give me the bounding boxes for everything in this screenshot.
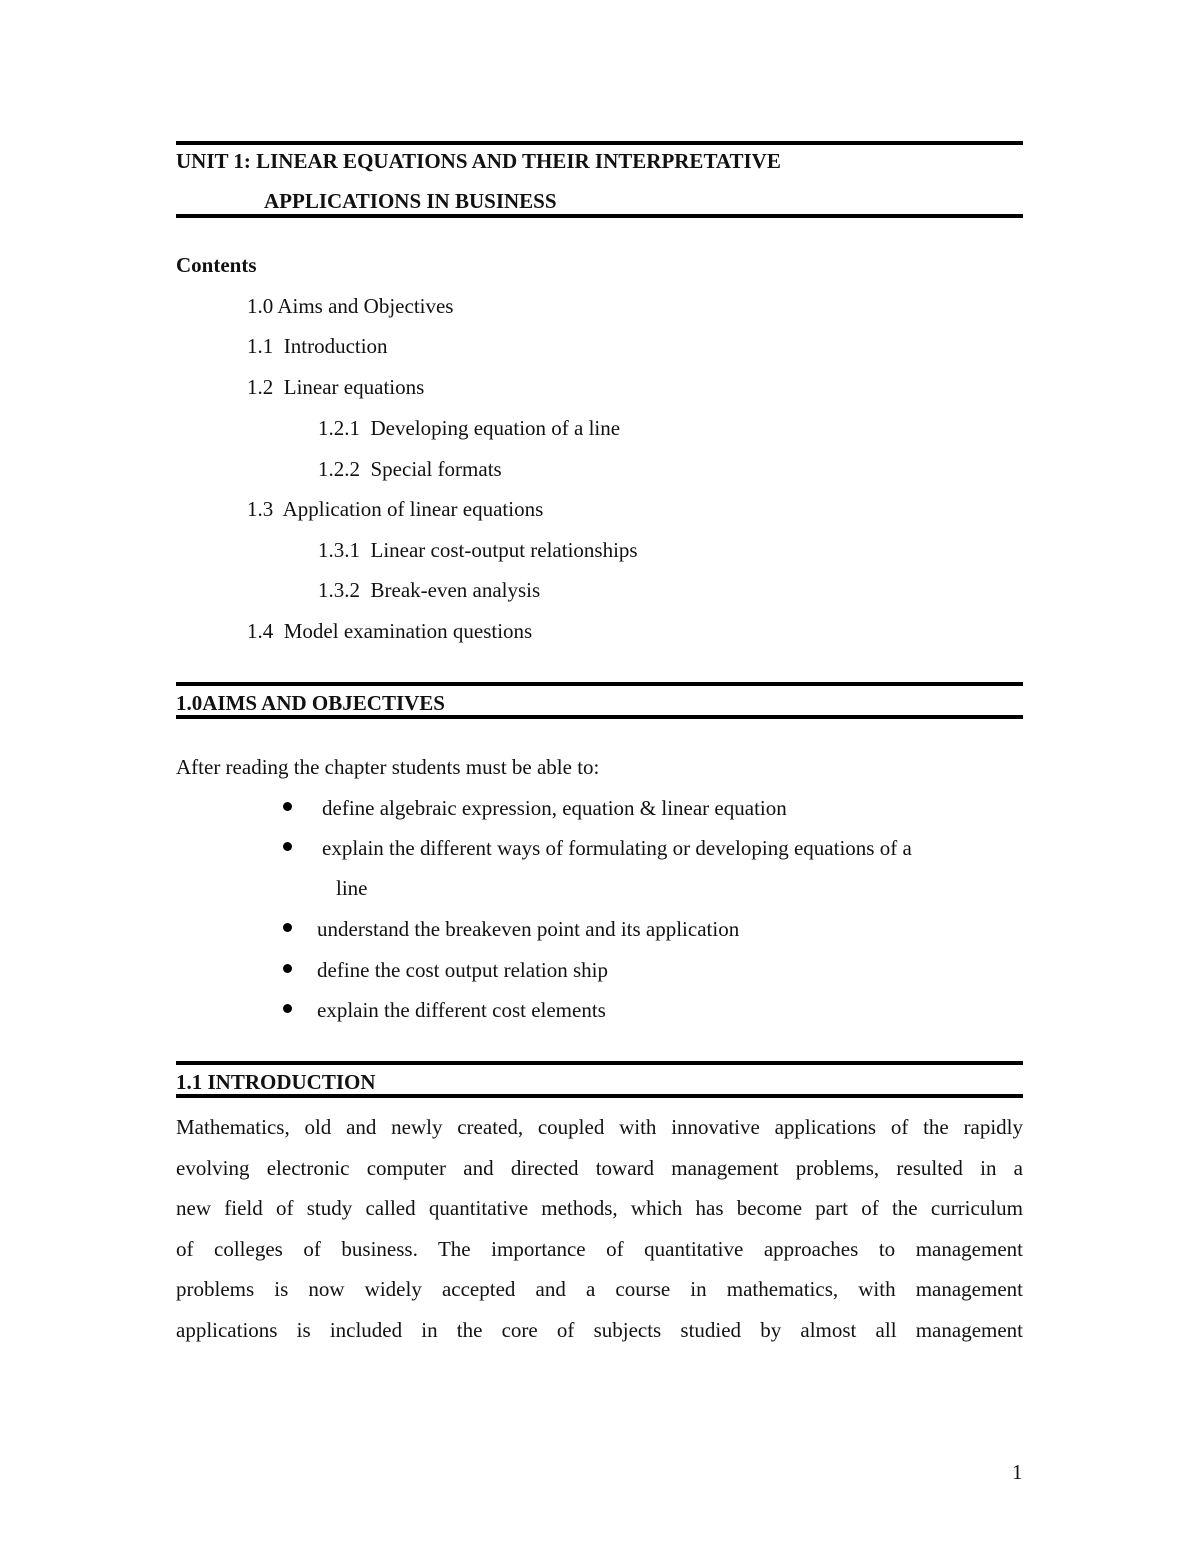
contents-item-1-4 <box>247 617 532 645</box>
intro-rule-bottom <box>176 1094 1023 1098</box>
heading-rule-bottom <box>176 214 1023 218</box>
unit-title-line-2: APPLICATIONS IN BUSINESS <box>264 189 557 213</box>
contents-label: Model examination questions <box>283 619 533 643</box>
intro-line: problems is now widely accepted and a course in mathematics, with management <box>176 1277 1023 1302</box>
contents-label: Special formats <box>370 457 502 481</box>
intro-line: applications is included in the core of subjects studied by almost all management <box>176 1317 1023 1342</box>
intro-heading: 1.1 INTRODUCTION <box>176 1070 376 1094</box>
contents-number: 1.2 <box>247 375 274 399</box>
intro-line: of colleges of business. The importance of quantitative approaches to management <box>176 1236 1023 1261</box>
contents-number: 1.0 <box>247 294 274 318</box>
heading-rule-top <box>176 141 1023 145</box>
intro-paragraph <box>176 1107 1023 1351</box>
contents-label: Linear cost-output relationships <box>370 538 638 562</box>
aims-rule-top <box>176 682 1023 686</box>
contents-label: Linear equations <box>283 375 425 399</box>
contents-label: Aims and Objectives <box>277 294 454 318</box>
contents-title: Contents <box>176 253 257 277</box>
contents-number: 1.1 <box>247 334 274 358</box>
contents-number: 1.3.1 <box>318 538 360 562</box>
contents-item-1-3-2 <box>318 576 540 604</box>
contents-item-1-3 <box>247 495 543 523</box>
bullet-icon <box>283 802 292 811</box>
intro-line: new field of study called quantitative methods, which has become part of the curriculum <box>176 1196 1023 1221</box>
contents-item-1-2 <box>247 373 424 401</box>
contents-item-1-0 <box>247 292 453 320</box>
contents-label: Introduction <box>283 334 388 358</box>
intro-line: evolving electronic computer and directed toward management problems, resulted in a <box>176 1155 1023 1180</box>
contents-item-1-3-1 <box>318 536 638 564</box>
aims-bullet-2: explain the different ways of formulating or developing equations of a <box>322 836 912 860</box>
aims-bullet-4: define the cost output relation ship <box>317 958 609 982</box>
contents-label: Break-even analysis <box>370 578 541 602</box>
aims-bullet-2-continued: line <box>336 876 368 900</box>
aims-intro: After reading the chapter students must be able to: <box>176 755 600 779</box>
aims-heading: 1.0AIMS AND OBJECTIVES <box>176 691 445 715</box>
intro-line: Mathematics, old and newly created, coupled with innovative applications of the rapidly <box>176 1115 1023 1139</box>
contents-item-1-1 <box>247 332 388 360</box>
contents-item-1-2-1 <box>318 414 620 442</box>
bullet-icon <box>283 923 292 932</box>
aims-rule-bottom <box>176 715 1023 719</box>
contents-item-1-2-2 <box>318 455 502 483</box>
bullet-icon <box>283 964 292 973</box>
unit-title-line-1: UNIT 1: LINEAR EQUATIONS AND THEIR INTERPRETATIVE <box>176 149 781 173</box>
contents-number: 1.4 <box>247 619 274 643</box>
bullet-icon <box>283 842 292 851</box>
contents-number: 1.3.2 <box>318 578 360 602</box>
bullet-icon <box>283 1004 292 1013</box>
contents-number: 1.3 <box>247 497 274 521</box>
contents-label: Application of linear equations <box>282 497 544 521</box>
intro-rule-top <box>176 1061 1023 1065</box>
contents-number: 1.2.1 <box>318 416 360 440</box>
aims-bullet-5: explain the different cost elements <box>317 998 606 1022</box>
contents-label: Developing equation of a line <box>370 416 621 440</box>
aims-bullet-3: understand the breakeven point and its application <box>317 917 740 941</box>
page-number: 1 <box>1012 1460 1023 1484</box>
contents-number: 1.2.2 <box>318 457 360 481</box>
aims-bullet-1: define algebraic expression, equation & linear equation <box>322 796 787 820</box>
